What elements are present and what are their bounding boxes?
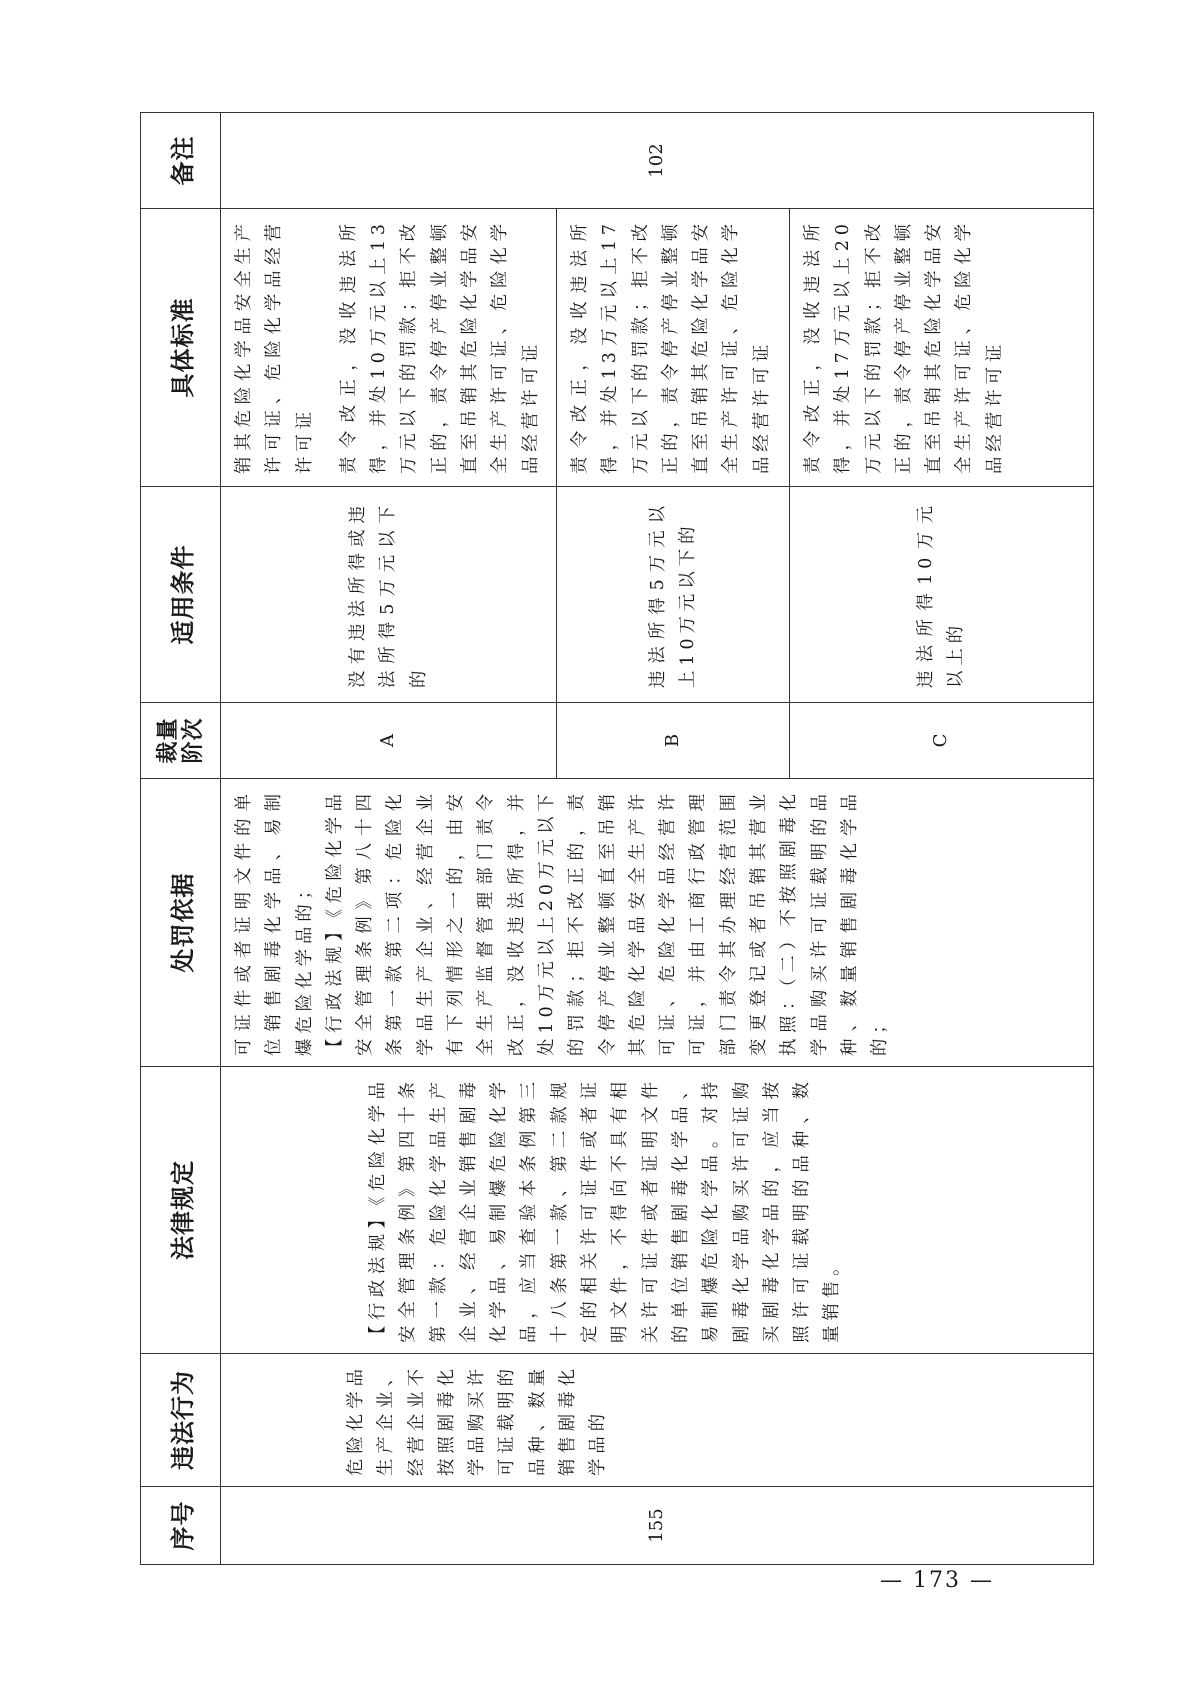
row-seq: 155: [645, 1508, 667, 1543]
header-remark: 备注: [141, 113, 221, 209]
level-b-cell: [556, 703, 789, 779]
standard-a: 责令改正，没收违法所得，并处10万元以上13万元以下的罚款；拒不改正的，责令停产停业整顿直至吊销其危险化学品安全生产许可证、危险化学品经营许可证: [338, 219, 541, 474]
level-c-cell: [789, 703, 1093, 779]
table-row-level-a: [221, 113, 557, 1565]
header-condition: 适用条件: [141, 487, 221, 703]
condition-b: 违法所得5万元以上10万元以下的: [647, 501, 698, 688]
header-basis: 处罚依据: [141, 779, 221, 1067]
standard-b: 责令改正，没收违法所得，并处13万元以上17万元以下的罚款；拒不改正的，责令停产停业整顿直至吊销其危险化学品安全生产许可证、危险化学品经营许可证: [569, 219, 772, 474]
level-b: B: [661, 733, 683, 748]
standard-a-continued: 销其危险化学品安全生产许可证、危险化学品经营许可证: [234, 219, 315, 474]
row-seq-cell: [221, 1487, 1094, 1565]
behavior-cell: [221, 1354, 1094, 1487]
basis-main: 【行政法规】《危险化学品安全管理条例》第八十四条第一款第二项：危险化学品生产企业、经营企业有下列情形之一的，由安全生产监督管理部门责令改正，没收违法所得，并处10万元以上20万元以下的罚款；拒不改正的，责令停产停业整顿直至吊销其危险化学品安全生产许可证、危险化学品经营许可证，并由工商行政管理部门责令其办理经营范围变更登记或者吊销其营业执照：（二）不按照剧毒化学品购买许可证载明的品种、数量销售剧毒化学品的；: [324, 789, 891, 1056]
standard-b-cell: [556, 209, 789, 487]
condition-b-cell: [556, 487, 789, 703]
page-number: — 173 —: [880, 1568, 994, 1593]
condition-c: 违法所得10万元以上的: [916, 501, 967, 688]
header-level: 裁量 阶次: [141, 703, 221, 779]
header-law: 法律规定: [141, 1067, 221, 1354]
condition-a-cell: [221, 487, 557, 703]
law-text: 【行政法规】《危险化学品安全管理条例》第四十条第一款：危险化学品生产企业、经营企业销售剧毒化学品、易制爆危险化学品，应当查验本条例第三十八条第一款、第二款规定的相关许可证件或者证明文件，不得向不具有相关许可证件或者证明文件的单位销售剧毒化学品、易制爆危险化学品。对持剧毒化学品购买许可证购买剧毒化学品的，应当按照许可证载明的品种、数量销售。: [368, 1077, 843, 1343]
remark-cell: [221, 113, 1094, 209]
law-cell: [221, 1067, 1094, 1354]
basis-intro: 可证件或者证明文件的单位销售剧毒化学品、易制爆危险化学品的；: [234, 789, 315, 1056]
level-a: A: [377, 734, 399, 747]
remark-text: 102: [645, 143, 667, 178]
header-seq: 序号: [141, 1487, 221, 1565]
standard-c-cell: [789, 209, 1093, 487]
standard-a-cell: [221, 209, 557, 487]
condition-a: 没有违法所得或违法所得5万元以下的: [348, 501, 429, 688]
level-a-cell: [221, 703, 557, 779]
behavior-text: 危险化学品生产企业、经营企业不按照剧毒化学品购买许可证载明的品种、数量销售剧毒化学品的: [346, 1364, 609, 1476]
header-behavior: 违法行为: [141, 1354, 221, 1487]
table-header-row: [141, 113, 221, 1565]
standard-a-text: [221, 209, 556, 486]
condition-c-cell: [789, 487, 1093, 703]
penalty-table-sheet: [140, 113, 1012, 1565]
basis-cell: [221, 779, 1094, 1067]
penalty-table: [140, 112, 1094, 1565]
header-standard: 具体标准: [141, 209, 221, 487]
standard-c: 责令改正，没收违法所得，并处17万元以上20万元以下的罚款；拒不改正的，责令停产停业整顿直至吊销其危险化学品安全生产许可证、危险化学品经营许可证: [802, 219, 1005, 474]
basis-text: [221, 779, 896, 1066]
level-c: C: [930, 733, 952, 748]
